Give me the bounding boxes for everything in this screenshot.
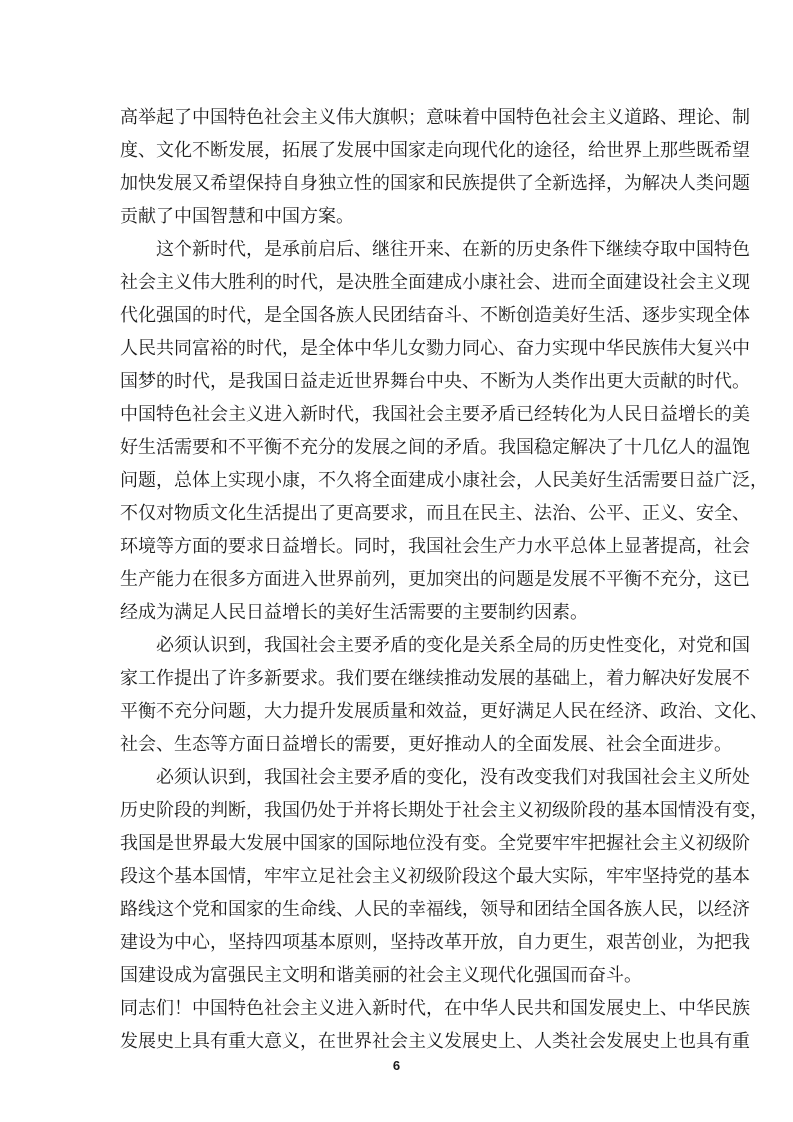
text-line-13: 不仅对物质文化生活提出了更高要求，而且在民主、法治、公平、正义、安全、 <box>120 503 750 524</box>
text-line-26: 建设为中心，坚持四项基本原则，坚持改革开放，自力更生，艰苦创业，为把我 <box>120 932 750 953</box>
text-line-14: 环境等方面的要求日益增长。同时，我国社会生产力水平总体上显著提高，社会 <box>120 536 750 557</box>
text-line-23: 我国是世界最大发展中国家的国际地位没有变。全党要牢牢把握社会主义初级阶 <box>120 833 750 854</box>
text-line-22: 历史阶段的判断，我国仍处于并将长期处于社会主义初级阶段的基本国情没有变， <box>120 800 768 821</box>
text-line-15: 生产能力在很多方面进入世界前列，更加突出的问题是发展不平衡不充分，这已 <box>120 569 750 590</box>
text-line-11: 好生活需要和不平衡不充分的发展之间的矛盾。我国稳定解决了十几亿人的温饱 <box>120 437 750 458</box>
text-line-3: 加快发展又希望保持自身独立性的国家和民族提供了全新选择，为解决人类问题 <box>120 173 750 194</box>
text-line-4: 贡献了中国智慧和中国方案。 <box>120 206 354 227</box>
text-line-24: 段这个基本国情，牢牢立足社会主义初级阶段这个最大实际，牢牢坚持党的基本 <box>120 866 750 887</box>
text-line-6: 社会主义伟大胜利的时代，是决胜全面建成小康社会、进而全面建设社会主义现 <box>120 272 750 293</box>
text-line-1: 高举起了中国特色社会主义伟大旗帜；意味着中国特色社会主义道路、理论、制 <box>120 107 750 128</box>
text-line-29: 发展史上具有重大意义，在世界社会主义发展史上、人类社会发展史上也具有重 <box>120 1031 750 1052</box>
text-line-7: 代化强国的时代，是全国各族人民团结奋斗、不断创造美好生活、逐步实现全体 <box>120 305 750 326</box>
text-line-19: 平衡不充分问题，大力提升发展质量和效益，更好满足人民在经济、政治、文化、 <box>120 701 768 722</box>
text-line-25: 路线这个党和国家的生命线、人民的幸福线，领导和团结全国各族人民，以经济 <box>120 899 750 920</box>
paragraph-2-first-line: 这个新时代，是承前启后、继往开来、在新的历史条件下继续夺取中国特色 <box>156 239 750 260</box>
text-line-10: 中国特色社会主义进入新时代，我国社会主要矛盾已经转化为人民日益增长的美 <box>120 404 750 425</box>
text-line-16: 经成为满足人民日益增长的美好生活需要的主要制约因素。 <box>120 602 588 623</box>
text-line-28: 同志们！中国特色社会主义进入新时代，在中华人民共和国发展史上、中华民族 <box>120 998 750 1019</box>
text-line-20: 社会、生态等方面日益增长的需要，更好推动人的全面发展、社会全面进步。 <box>120 734 732 755</box>
text-line-18: 家工作提出了许多新要求。我们要在继续推动发展的基础上，着力解决好发展不 <box>120 668 750 689</box>
text-line-9: 国梦的时代，是我国日益走近世界舞台中央、不断为人类作出更大贡献的时代。 <box>120 371 750 392</box>
paragraph-4-first-line: 必须认识到，我国社会主要矛盾的变化，没有改变我们对我国社会主义所处 <box>156 767 750 788</box>
text-line-8: 人民共同富裕的时代，是全体中华儿女勠力同心、奋力实现中华民族伟大复兴中 <box>120 338 750 359</box>
text-line-27: 国建设成为富强民主文明和谐美丽的社会主义现代化强国而奋斗。 <box>120 965 642 986</box>
paragraph-3-first-line: 必须认识到，我国社会主要矛盾的变化是关系全局的历史性变化，对党和国 <box>156 635 750 656</box>
text-line-12: 问题，总体上实现小康，不久将全面建成小康社会，人民美好生活需要日益广泛， <box>120 470 768 491</box>
page-number: 6 <box>392 1058 401 1073</box>
text-line-2: 度、文化不断发展，拓展了发展中国家走向现代化的途径，给世界上那些既希望 <box>120 140 750 161</box>
